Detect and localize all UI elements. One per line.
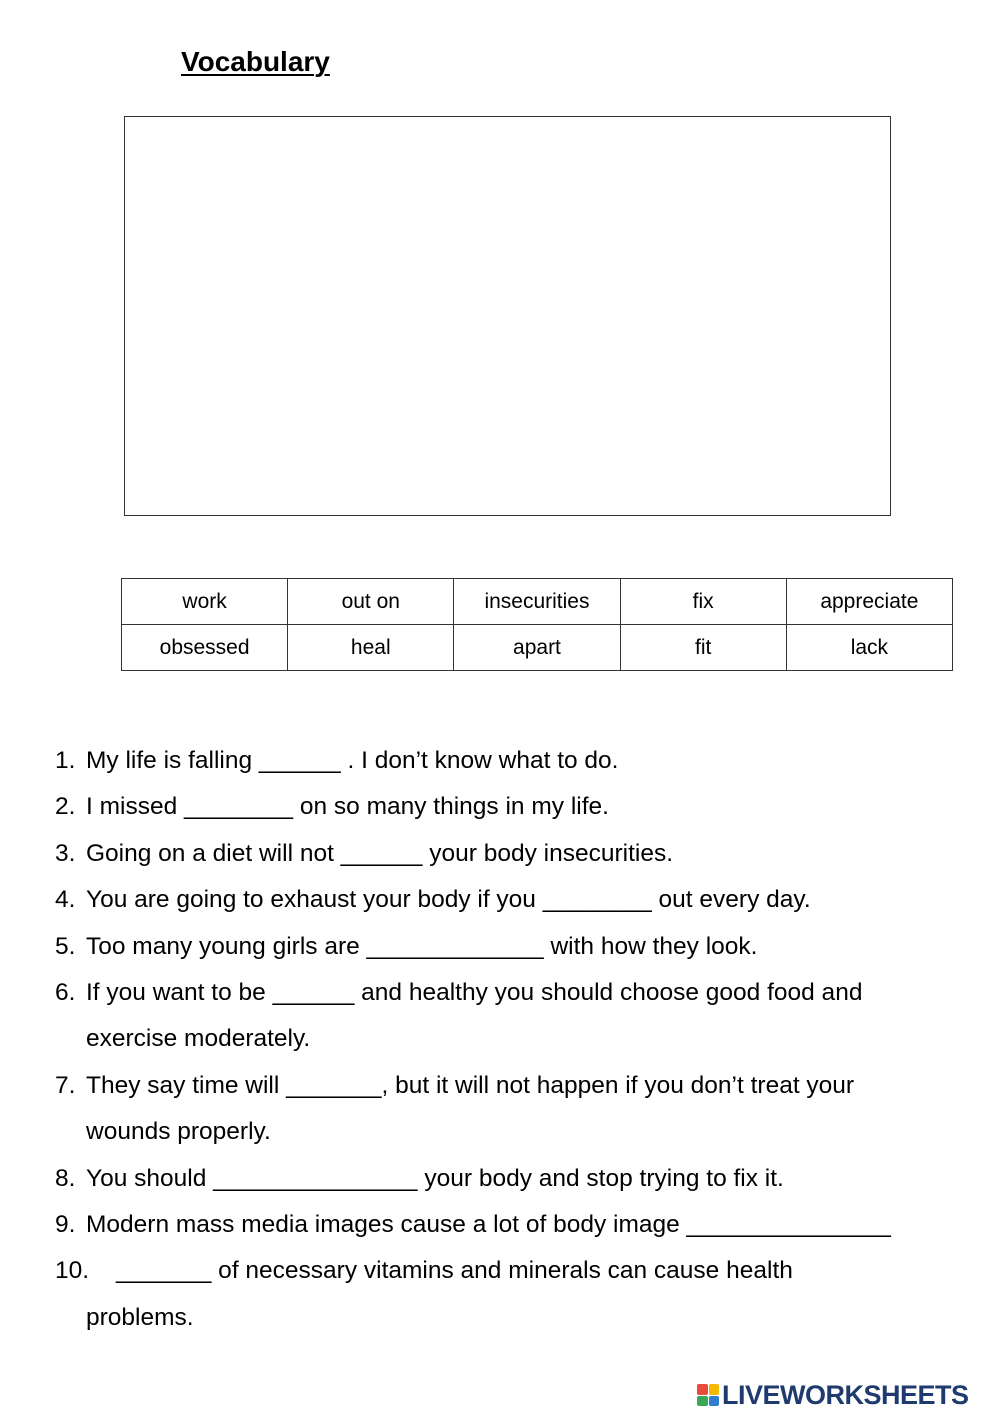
question-number: 8. <box>55 1164 76 1192</box>
logo-square <box>697 1384 708 1395</box>
question-text: You should _______________ your body and stop trying to fix it. <box>86 1164 784 1192</box>
word-bank-cell: apart <box>454 625 620 671</box>
word-bank-cell: fit <box>620 625 786 671</box>
question-text: _______ of necessary vitamins and minerals can cause health <box>116 1257 793 1285</box>
image-placeholder-box <box>124 116 891 516</box>
question-item <box>55 924 985 970</box>
question-item <box>55 1156 985 1202</box>
question-item <box>55 831 985 877</box>
logo-square <box>697 1396 708 1407</box>
question-number: 5. <box>55 932 76 960</box>
question-item <box>55 1248 985 1341</box>
logo-square <box>709 1396 720 1407</box>
word-bank-cell: appreciate <box>786 579 952 625</box>
question-number: 4. <box>55 886 76 914</box>
question-text-continued: wounds properly. <box>86 1118 271 1146</box>
question-item <box>55 970 985 1063</box>
word-bank-row <box>122 579 953 625</box>
question-item <box>55 784 985 830</box>
liveworksheets-logo <box>697 1377 969 1413</box>
logo-square <box>709 1384 720 1395</box>
word-bank-cell: obsessed <box>122 625 288 671</box>
question-list <box>55 738 985 1341</box>
question-item <box>55 738 985 784</box>
page-title: Vocabulary <box>181 46 330 77</box>
question-text: Modern mass media images cause a lot of body image _______________ <box>86 1211 891 1239</box>
liveworksheets-logo-icon <box>697 1384 719 1406</box>
question-number: 2. <box>55 793 76 821</box>
question-text: Too many young girls are _____________ with how they look. <box>86 932 758 960</box>
word-bank-cell: heal <box>288 625 454 671</box>
question-number: 3. <box>55 839 76 867</box>
word-bank-cell: work <box>122 579 288 625</box>
question-number: 7. <box>55 1071 76 1099</box>
question-text-continued: problems. <box>86 1303 194 1331</box>
question-item <box>55 1063 985 1156</box>
word-bank-cell: insecurities <box>454 579 620 625</box>
question-item <box>55 1202 985 1248</box>
word-bank-cell: fix <box>620 579 786 625</box>
question-text-continued: exercise moderately. <box>86 1025 311 1053</box>
question-text: I missed ________ on so many things in my life. <box>86 793 609 821</box>
question-number: 1. <box>55 747 76 774</box>
word-bank-row <box>122 625 953 671</box>
question-text: My life is falling ______ . I don’t know what to do. <box>86 747 619 774</box>
logo-text: LIVEWORKSHEETS <box>722 1379 969 1410</box>
question-number: 6. <box>55 979 76 1007</box>
word-bank-table <box>121 578 953 671</box>
question-number: 10. <box>55 1257 90 1285</box>
question-text: You are going to exhaust your body if you ________ out every day. <box>86 886 811 914</box>
question-text: If you want to be ______ and healthy you should choose good food and <box>86 979 863 1007</box>
question-text: They say time will _______, but it will not happen if you don’t treat your <box>86 1071 855 1099</box>
question-number: 9. <box>55 1211 76 1239</box>
question-item <box>55 877 985 923</box>
question-text: Going on a diet will not ______ your body insecurities. <box>86 839 673 867</box>
word-bank-cell: out on <box>288 579 454 625</box>
word-bank-cell: lack <box>786 625 952 671</box>
